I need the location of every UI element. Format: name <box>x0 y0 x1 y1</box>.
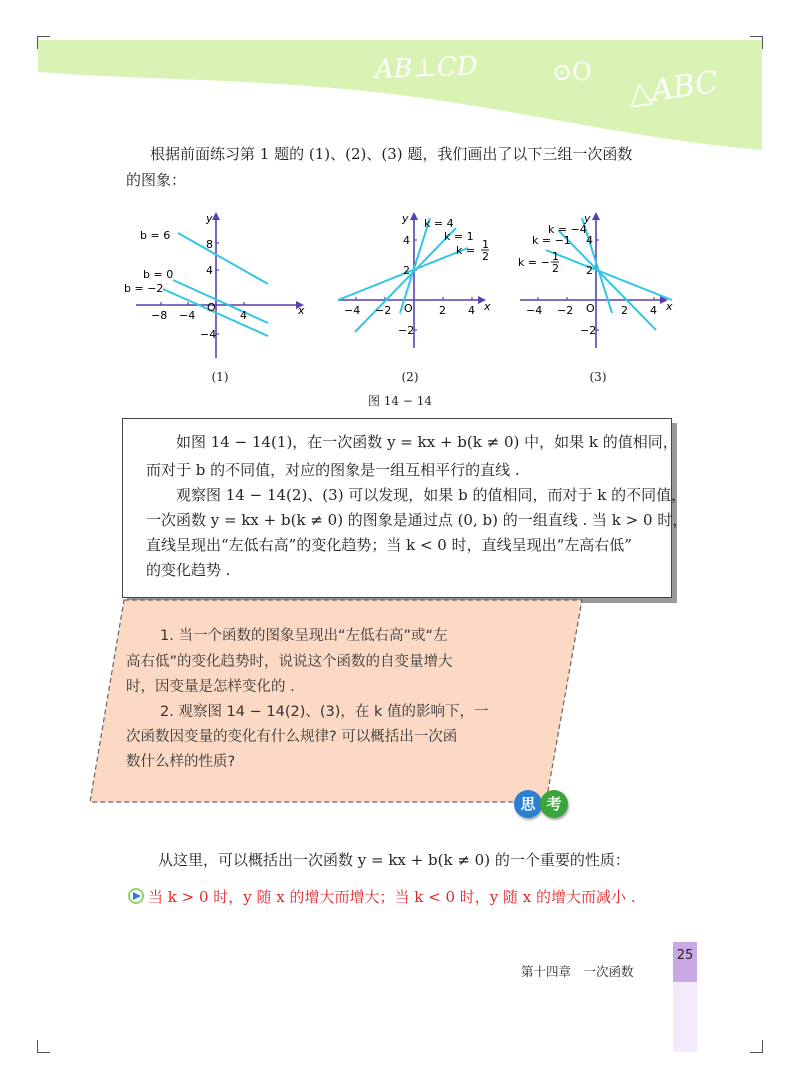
graph-2-x-tick-m4: −4 <box>344 304 361 317</box>
figure-caption: 图 14 − 14 <box>367 394 433 408</box>
graph-1-x-label: x <box>298 304 305 317</box>
think-q1-line-2: 高右低”的变化趋势时，说说这个函数的自变量增大 <box>126 654 453 670</box>
conclusion-p2-line-2: 一次函数 y = kx + b(k ≠ 0) 的图象是通过点 (0, b) 的一组直线 . 当 k > 0 时， <box>146 511 688 529</box>
graph-2-label-k1: k = 1 <box>444 230 474 243</box>
graph-3-y-tick-4: 4 <box>586 234 593 247</box>
graph-2-x-tick-2: 2 <box>439 304 446 317</box>
graph-3-label-km1: k = −1 <box>532 234 571 247</box>
graph-1-x-tick-m8: −8 <box>151 309 168 322</box>
graph-2-label-k-half: k = <box>456 244 476 257</box>
think-q1-line-1: 1. 当一个函数的图象呈现出“左低右高”或“左 <box>160 628 448 644</box>
graph-1-label-bm2: b = −2 <box>124 282 164 295</box>
graph-3-x-tick-m4: −4 <box>526 304 543 317</box>
graph-2-y-tick-2: 2 <box>403 264 410 277</box>
graph-1-y-tick-m4: −4 <box>200 328 217 341</box>
graph-3-x-tick-2: 2 <box>621 304 628 317</box>
graph-1-caption: (1) <box>211 370 229 384</box>
graph-1-y-label: y <box>206 212 213 225</box>
graph-3-caption: (3) <box>589 370 607 384</box>
graph-3 <box>510 208 680 368</box>
graph-2-x-tick-m2: −2 <box>375 304 392 317</box>
graph-1-x-tick-4: 4 <box>240 309 247 322</box>
graph-1-line-b6 <box>178 233 268 284</box>
page-number: 25 <box>676 948 694 963</box>
graph-2-label-k-half-num: 1 <box>482 238 489 251</box>
conclusion-p1-line-1: 如图 14 − 14(1)，在一次函数 y = kx + b(k ≠ 0) 中，如果 k 的值相同， <box>176 433 678 451</box>
graph-3-line-km-half <box>546 250 672 300</box>
graph-2-y-tick-4: 4 <box>403 234 410 247</box>
graph-2-label-k4: k = 4 <box>424 217 454 230</box>
graph-3-x-tick-m2: −2 <box>557 304 574 317</box>
graph-2-x-label: x <box>484 300 491 313</box>
graph-2-x-tick-4: 4 <box>468 304 475 317</box>
graph-2-label-k-half-den: 2 <box>482 250 489 263</box>
conclusion-p1-line-2: 而对于 b 的不同值，对应的图象是一组互相平行的直线 . <box>146 461 520 479</box>
banner-symbol-circle: ⊙O <box>552 58 592 86</box>
graph-3-label-km-half: k = − <box>518 256 550 269</box>
intro-line-1: 根据前面练习第 1 题的 (1)、(2)、(3) 题，我们画出了以下三组一次函数 <box>150 145 633 163</box>
graph-1 <box>118 208 318 368</box>
think-q2-line-2: 次函数因变量的变化有什么规律? 可以概括出一次函 <box>126 729 458 745</box>
summary-text: 从这里，可以概括出一次函数 y = kx + b(k ≠ 0) 的一个重要的性质： <box>158 851 630 869</box>
graph-3-y-tick-m2: −2 <box>580 324 597 337</box>
graph-2-y-label: y <box>402 212 409 225</box>
think-q2-line-3: 数什么样的性质? <box>126 754 236 770</box>
think-badge-si: 思 <box>514 790 542 818</box>
graph-3-y-label: y <box>584 212 591 225</box>
header-banner <box>0 0 800 200</box>
graph-1-label-b0: b = 0 <box>143 268 174 281</box>
crop-mark-bottom-left <box>37 1040 50 1053</box>
think-badge-kao: 考 <box>540 790 568 818</box>
graph-1-y-tick-4: 4 <box>206 264 213 277</box>
property-bullet-icon <box>128 888 146 904</box>
graph-2-origin: O <box>404 302 413 315</box>
conclusion-p2-line-1: 观察图 14 − 14(2)、(3) 可以发现，如果 b 的值相同，而对于 k 的不同值， <box>176 486 687 504</box>
think-q1-line-3: 时，因变量是怎样变化的 . <box>126 679 295 695</box>
graph-2-caption: (2) <box>401 370 419 384</box>
banner-symbol-triangle: △ABC <box>626 64 721 112</box>
graph-3-x-label: x <box>666 300 673 313</box>
crop-mark-bottom-right <box>750 1040 763 1053</box>
banner-symbol-perpendicular: AB⊥CD <box>374 51 479 85</box>
conclusion-p2-line-4: 的变化趋势 . <box>146 561 231 579</box>
graph-1-y-tick-8: 8 <box>206 238 213 251</box>
intro-line-2: 的图象： <box>126 171 187 189</box>
graph-1-origin: O <box>207 301 216 314</box>
think-q2-line-1: 2. 观察图 14 − 14(2)、(3)，在 k 值的影响下，一 <box>160 704 489 720</box>
graph-3-label-km-half-den: 2 <box>552 262 559 275</box>
graph-3-label-km-half-num: 1 <box>552 250 559 263</box>
graph-2-y-tick-m2: −2 <box>398 324 415 337</box>
graph-1-x-tick-m4: −4 <box>179 309 196 322</box>
graph-3-x-tick-4: 4 <box>650 304 657 317</box>
graph-1-label-b6: b = 6 <box>140 229 171 242</box>
conclusion-p2-line-3: 直线呈现出“左低右高”的变化趋势；当 k < 0 时，直线呈现出“左高右低” <box>146 536 632 554</box>
graph-3-label-km4: k = −4 <box>548 223 587 236</box>
graph-3-origin: O <box>586 302 595 315</box>
graph-2 <box>330 208 500 368</box>
property-text: 当 k > 0 时，y 随 x 的增大而增大；当 k < 0 时，y 随 x 的增大而减小 . <box>148 888 636 906</box>
footer-chapter: 第十四章 一次函数 <box>521 964 634 979</box>
graph-3-y-tick-2: 2 <box>586 264 593 277</box>
